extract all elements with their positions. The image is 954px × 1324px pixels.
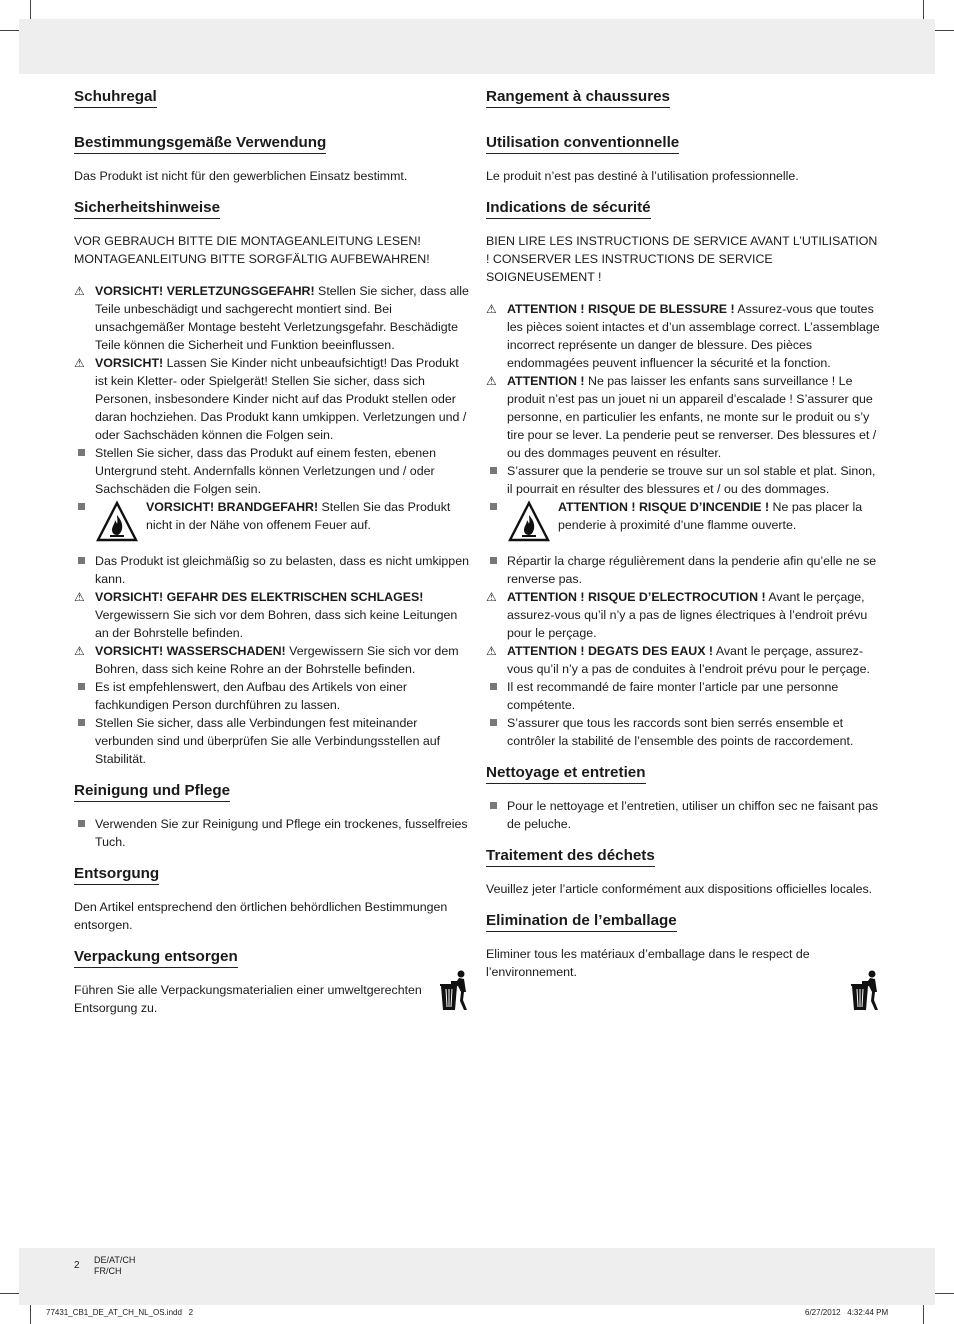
crop-mark bbox=[0, 30, 19, 31]
safety-item: ⚠ VORSICHT! GEFAHR DES ELEKTRISCHEN SCHLAGES! Vergewissern Sie sich vor dem Bohren, dass sich keine Leitungen an der Bohrstelle befinden. bbox=[74, 588, 470, 642]
safety-item: Das Produkt ist gleichmäßig so zu belasten, dass es nicht umkippen kann. bbox=[74, 552, 470, 588]
product-title: Rangement à chaussures bbox=[486, 88, 670, 108]
safety-list bbox=[486, 300, 882, 750]
intended-use-heading: Utilisation conventionnelle bbox=[486, 134, 679, 154]
packaging-heading: Elimination de l’emballage bbox=[486, 912, 677, 932]
product-title: Schuhregal bbox=[74, 88, 157, 108]
care-list bbox=[74, 815, 470, 851]
safety-item: Es ist empfehlenswert, den Aufbau des Artikels von einer fachkundigen Person durchführen zu lassen. bbox=[74, 678, 470, 714]
language-code: DE/AT/CH bbox=[94, 1255, 136, 1265]
header-band bbox=[19, 19, 935, 74]
safety-item: Stellen Sie sicher, dass alle Verbindungen fest miteinander verbunden sind und überprüfen Sie alle Verbindungsstellen auf Stabilität. bbox=[74, 714, 470, 768]
page-number: 2 bbox=[74, 1260, 80, 1271]
crop-mark bbox=[935, 30, 954, 31]
safety-heading: Sicherheitshinweise bbox=[74, 199, 220, 219]
language-code: FR/CH bbox=[94, 1266, 122, 1276]
safety-item: Répartir la charge régulièrement dans la penderie afin qu’elle ne se renverse pas. bbox=[486, 552, 882, 588]
crop-mark bbox=[30, 0, 31, 19]
packaging-heading: Verpackung entsorgen bbox=[74, 948, 238, 968]
safety-item: ⚠ ATTENTION ! DEGATS DES EAUX ! Avant le perçage, assurez-vous qu’il n’y a pas de conduites à l’endroit prévu pour le perçage. bbox=[486, 642, 882, 678]
crop-mark bbox=[935, 1293, 954, 1294]
intended-use-text: Le produit n’est pas destiné à l’utilisation professionnelle. bbox=[486, 169, 799, 183]
crop-mark bbox=[0, 1293, 19, 1294]
trash-disposal-icon bbox=[439, 970, 469, 1010]
safety-item: ⚠ VORSICHT! WASSERSCHADEN! Vergewissern Sie sich vor dem Bohren, dass sich keine Rohre an der Bohrstelle befinden. bbox=[74, 642, 470, 678]
crop-mark bbox=[923, 0, 924, 19]
safety-item: ⚠ ATTENTION ! Ne pas laisser les enfants sans surveillance ! Le produit n’est pas un jouet ni un appareil d’escalade ! S’assurer que personne, en particulier les enfants, ne monte sur le produit ou s’y tire pour se lever. La penderie peut se renverser. Des blessures et / ou des dommages peuvent en résulter. bbox=[486, 372, 882, 462]
french-column bbox=[486, 88, 882, 981]
trash-disposal-icon bbox=[850, 970, 880, 1010]
safety-item: Stellen Sie sicher, dass das Produkt auf einem festen, ebenen Untergrund steht. Andernfalls können Verletzungen und / oder Sachschäden die Folgen sein. bbox=[74, 444, 470, 498]
packaging-text: Eliminer tous les matériaux d’emballage dans le respect de l’environnement. bbox=[486, 947, 810, 979]
language-codes bbox=[94, 1255, 135, 1277]
german-column bbox=[74, 88, 470, 1017]
disposal-heading: Traitement des déchets bbox=[486, 847, 655, 867]
disposal-text: Den Artikel entsprechend den örtlichen behördlichen Bestimmungen entsorgen. bbox=[74, 900, 448, 932]
safety-list bbox=[74, 282, 470, 768]
care-item: Pour le nettoyage et l’entretien, utiliser un chiffon sec ne faisant pas de peluche. bbox=[486, 797, 882, 833]
packaging-text: Führen Sie alle Verpackungsmaterialien einer umweltgerechten Entsorgung zu. bbox=[74, 983, 422, 1015]
slug-filename: 77431_CB1_DE_AT_CH_NL_OS.indd 2 bbox=[46, 1308, 194, 1317]
safety-intro: BIEN LIRE LES INSTRUCTIONS DE SERVICE AVANT L’UTILISATION ! CONSERVER LES INSTRUCTIONS DE SERVICE SOIGNEUSEMENT ! bbox=[486, 234, 878, 284]
intended-use-text: Das Produkt ist nicht für den gewerblichen Einsatz bestimmt. bbox=[74, 169, 408, 183]
fire-warning-icon bbox=[95, 500, 139, 544]
disposal-text: Veuillez jeter l’article conformément aux dispositions officielles locales. bbox=[486, 882, 873, 896]
crop-mark bbox=[923, 1305, 924, 1324]
crop-mark bbox=[30, 1305, 31, 1324]
intended-use-heading: Bestimmungsgemäße Verwendung bbox=[74, 134, 326, 154]
care-heading: Nettoyage et entretien bbox=[486, 764, 646, 784]
slug-timestamp: 6/27/2012 4:32:44 PM bbox=[805, 1308, 889, 1317]
safety-item: ⚠ VORSICHT! Lassen Sie Kinder nicht unbeaufsichtigt! Das Produkt ist kein Kletter- oder Spielgerät! Stellen Sie sicher, dass sich Personen, insbesondere Kinder nicht auf das Produkt stellen oder daran hochziehen. Das Produkt kann umkippen. Verletzungen und / oder Sachschäden können die Folgen sein. bbox=[74, 354, 470, 444]
safety-item: ATTENTION ! RISQUE D’INCENDIE ! Ne pas placer la penderie à proximité d’une flamme ouverte. bbox=[486, 498, 882, 552]
safety-intro: VOR GEBRAUCH BITTE DIE MONTAGEANLEITUNG LESEN! MONTAGEANLEITUNG BITTE SORGFÄLTIG AUFBEWAHREN! bbox=[74, 234, 430, 266]
safety-item: S’assurer que la penderie se trouve sur un sol stable et plat. Sinon, il pourrait en résulter des blessures et / ou des dommages. bbox=[486, 462, 882, 498]
footer-band bbox=[19, 1248, 935, 1305]
safety-item: ⚠ ATTENTION ! RISQUE DE BLESSURE ! Assurez-vous que toutes les pièces soient intactes et d’un assemblage correct. L’assemblage incorrect représente un danger de blessure. Des pièces endommagées peuvent influencer la sécurité et la fonction. bbox=[486, 300, 882, 372]
safety-item: ⚠ ATTENTION ! RISQUE D’ELECTROCUTION ! Avant le perçage, assurez-vous qu’il n’y a pas de lignes électriques à l’endroit prévu pour le perçage. bbox=[486, 588, 882, 642]
care-item: Verwenden Sie zur Reinigung und Pflege ein trockenes, fusselfreies Tuch. bbox=[74, 815, 470, 851]
disposal-heading: Entsorgung bbox=[74, 865, 159, 885]
safety-item: ⚠ VORSICHT! VERLETZUNGSGEFAHR! Stellen Sie sicher, dass alle Teile unbeschädigt und sachgerecht montiert sind. Bei unsachgemäßer Montage besteht Verletzungsgefahr. Beschädigte Teile können die Sicherheit und Funktion beeinflussen. bbox=[74, 282, 470, 354]
safety-item: Il est recommandé de faire monter l’article par une personne compétente. bbox=[486, 678, 882, 714]
safety-item: S’assurer que tous les raccords sont bien serrés ensemble et contrôler la stabilité de l’ensemble des points de raccordement. bbox=[486, 714, 882, 750]
fire-warning-icon bbox=[507, 500, 551, 544]
safety-heading: Indications de sécurité bbox=[486, 199, 651, 219]
care-list bbox=[486, 797, 882, 833]
safety-item: VORSICHT! BRANDGEFAHR! Stellen Sie das Produkt nicht in der Nähe von offenem Feuer auf. bbox=[74, 498, 470, 552]
care-heading: Reinigung und Pflege bbox=[74, 782, 230, 802]
